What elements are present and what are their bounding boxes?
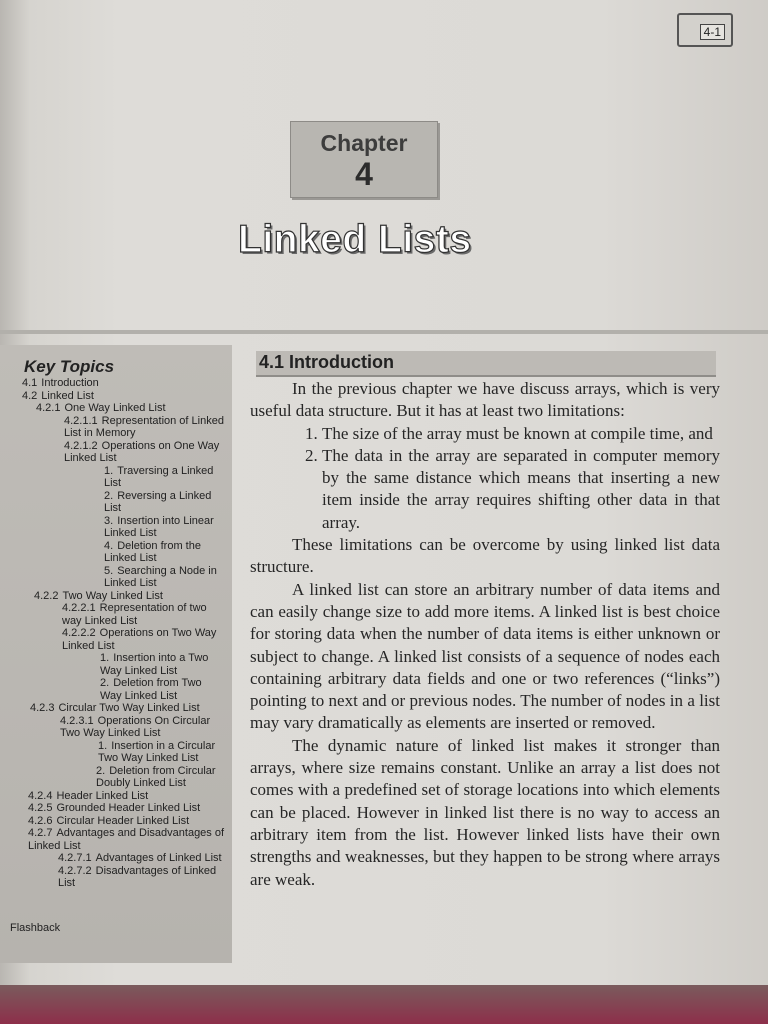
- key-topics-heading: Key Topics: [24, 357, 115, 376]
- toc-item-number: 4.2.7.2: [58, 864, 92, 877]
- toc-item-number: 4.2.3.1: [60, 714, 94, 727]
- toc-item: [0, 865, 226, 890]
- toc-item-number: 2.: [96, 764, 106, 777]
- toc-item-number: 1.: [104, 464, 114, 477]
- toc-item-text: Insertion into Linear Linked List: [104, 514, 214, 539]
- list-item: 1. The size of the array must be known at compile time, and: [322, 423, 720, 445]
- toc-item-text: Disadvantages of Linked List: [58, 864, 217, 889]
- toc-item-text: Grounded Header Linked List: [56, 802, 201, 814]
- toc-item: [0, 815, 226, 828]
- toc-item: [0, 402, 226, 415]
- toc-item-number: 4.2.7.1: [58, 852, 92, 864]
- toc-item-number: 4.2.4: [28, 789, 53, 802]
- toc-item: [0, 515, 226, 540]
- toc-item-number: 5.: [104, 564, 114, 577]
- limitations-list: [250, 423, 720, 534]
- toc-item-number: 4.2.6: [28, 814, 53, 827]
- toc-item: [0, 790, 226, 803]
- chapter-label: Chapter: [320, 130, 408, 156]
- toc-item: [0, 540, 226, 565]
- section-heading-bar: [256, 351, 716, 377]
- toc-item: [0, 765, 226, 790]
- toc-item-number: 4.2.3: [30, 702, 55, 714]
- toc-item-number: 1.: [98, 739, 108, 752]
- flashback-label: Flashback: [10, 922, 61, 934]
- toc-item-number: 4.2.5: [28, 802, 53, 814]
- toc-item: [0, 715, 226, 740]
- toc-item-text: Operations on One Way Linked List: [64, 439, 220, 464]
- toc-item-text: Searching a Node in Linked List: [104, 564, 217, 589]
- toc-item: [0, 652, 226, 677]
- paragraph-1: These limitations can be overcome by using linked list data structure.: [250, 535, 720, 577]
- toc-item-text: One Way Linked List: [64, 402, 166, 414]
- toc-item: [0, 565, 226, 590]
- toc-item-text: Representation of Linked List in Memory: [64, 414, 224, 439]
- toc-item: [0, 852, 226, 865]
- toc-item-text: Operations On Circular Two Way Linked List: [60, 714, 211, 739]
- toc-item: [0, 602, 226, 627]
- toc-item-text: Reversing a Linked List: [104, 489, 212, 514]
- paragraph-2: A linked list can store an arbitrary number of data items and can easily change size to add more items. A linked list is best choice for storing data when the number of data items is either unknown or subject to change. A linked list consists of a sequence of nodes each containing arbitrary data fields and one or two references (“links”) pointing to next and or previous nodes. The number of nodes in a list may vary dramatically as elements are inserted or removed.: [250, 579, 720, 733]
- toc-item-text: Traversing a Linked List: [104, 464, 214, 489]
- toc-item-text: Deletion from the Linked List: [104, 539, 201, 564]
- chapter-number: 4: [355, 156, 373, 192]
- toc-item-number: 3.: [104, 514, 114, 527]
- toc-item-number: 2.: [100, 677, 110, 689]
- section-heading: 4.1 Introduction: [259, 352, 394, 372]
- chapter-box: [290, 121, 438, 198]
- toc-item-text: Linked List: [41, 389, 94, 402]
- toc-item: [0, 415, 226, 440]
- chapter-title: Linked Lists: [238, 218, 472, 261]
- toc-item-text: Circular Two Way Linked List: [58, 702, 200, 714]
- toc-item: [0, 377, 226, 390]
- toc-item-number: 4.2.2: [34, 589, 59, 602]
- toc-item-text: Deletion from Circular Doubly Linked List: [96, 764, 216, 789]
- toc-item-number: 4.: [104, 539, 114, 552]
- toc-item: [0, 590, 226, 603]
- list-item: 2. The data in the array are separated in computer memory by the same distance which means that inserting a new item inside the array requires shifting other data in that array.: [322, 445, 720, 534]
- toc-item: [0, 740, 226, 765]
- toc-item-text: Introduction: [41, 377, 99, 389]
- toc-item-number: 4.2: [22, 389, 38, 402]
- toc-item: [0, 440, 226, 465]
- toc-item: [0, 677, 226, 702]
- toc-item-number: 4.2.1.1: [64, 414, 98, 427]
- toc-item: [0, 827, 226, 852]
- toc-item: [0, 802, 226, 815]
- divider: [0, 330, 768, 334]
- paragraph-3: The dynamic nature of linked list makes it stronger than arrays, where size remains constant. Unlike an array a list does not comes with a predefined set of storage locations into which elements can be placed. However in linked list there is no way to access an arbitrary item from the list. However linked lists have their own strengths and weaknesses, but they happen to be strong where arrays are weak.: [250, 735, 720, 889]
- toc-item-text: Two Way Linked List: [62, 589, 163, 602]
- toc-item-text: Advantages of Linked List: [95, 852, 222, 864]
- toc-item-text: Advantages and Disadvantages of Linked List: [28, 827, 225, 852]
- page-number-badge: [677, 13, 733, 47]
- toc-item: [0, 390, 226, 403]
- toc-item-text: Circular Header Linked List: [56, 814, 190, 827]
- toc-item-number: 4.2.2.2: [62, 627, 96, 639]
- page-bottom-edge: [0, 985, 768, 1024]
- toc-item-text: Operations on Two Way Linked List: [62, 627, 217, 652]
- page-number: 4-1: [700, 24, 725, 40]
- toc-item-number: 2.: [104, 489, 114, 502]
- toc-item-number: 4.2.1.2: [64, 439, 98, 452]
- toc-item-number: 4.2.7: [28, 827, 53, 839]
- intro-paragraph: In the previous chapter we have discuss arrays, which is very useful data structure. But it has at least two limitations:: [250, 379, 720, 421]
- toc-item-text: Header Linked List: [56, 789, 149, 802]
- toc-item: [0, 465, 226, 490]
- toc-item: [0, 490, 226, 515]
- key-topics-list: [0, 377, 232, 890]
- toc-item-number: 4.1: [22, 377, 38, 389]
- toc-item: [0, 627, 226, 652]
- toc-item-text: Representation of two way Linked List: [62, 602, 207, 627]
- toc-item-number: 4.2.2.1: [62, 602, 96, 614]
- section-body: [250, 378, 720, 891]
- toc-item-number: 4.2.1: [36, 402, 61, 414]
- toc-item-text: Deletion from Two Way Linked List: [100, 677, 202, 702]
- toc-item-text: Insertion into a Two Way Linked List: [100, 652, 209, 677]
- toc-item: [0, 702, 226, 715]
- toc-item-number: 1.: [100, 652, 110, 664]
- toc-item-text: Insertion in a Circular Two Way Linked List: [98, 739, 216, 764]
